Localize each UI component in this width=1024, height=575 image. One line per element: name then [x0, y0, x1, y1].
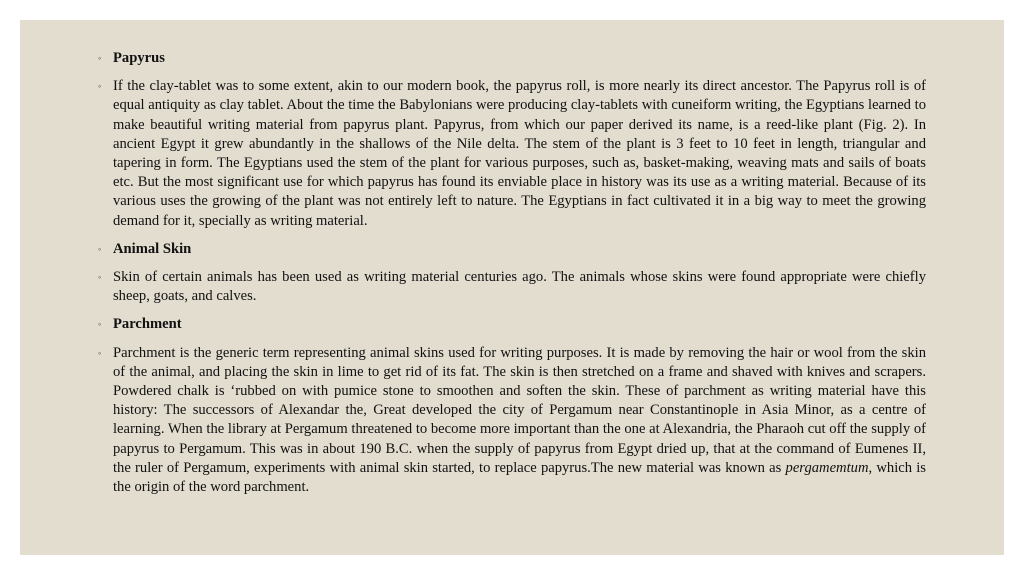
animal-skin-heading — [98, 240, 926, 259]
parchment-paragraph-end: , which is the origin of the word parchment. — [113, 459, 926, 496]
parchment-heading-text: Parchment — [113, 316, 182, 333]
animal-skin-heading-text: Animal Skin — [113, 240, 192, 257]
bullet-icon: ◦ — [98, 243, 102, 254]
bullet-icon: ◦ — [98, 81, 102, 92]
papyrus-paragraph-text: If the clay-tablet was to some extent, akin to our modern book, the papyrus roll, is more nearly its direct ancestor. The Papyrus roll is of equal antiquity as clay tablet. About the time the Babylonians were producing clay-tablets with cuneiform writing, the Egyptians learned to make beautiful writing material from papyrus plant. Papyrus, from which our paper derived its name, is a reed-like plant (Fig. 2). In ancient Egypt it grew abundantly in the shallows of the Nile delta. The stem of the plant is 3 feet to 10 feet in length, triangular and tapering in form. The Egyptians used the stem of the plant for various purposes, such as, basket-making, weaving mats and sails of boats etc. But the most significant use for which papyrus has found its enviable place in history was its use as a writing material. Because of its various uses the growing of the plant was not entirely left to nature. The Egyptians in fact cultivated it in a big way to meet the growing demand for it, specially as writing material. — [113, 78, 926, 229]
parchment-paragraph-text: Parchment is the generic term representing animal skins used for writing purposes. It is made by removing the hair or wool from the skin of the animal, and placing the skin in lime to get rid of its fat. The skin is then stretched on a frame and shaved with knives and scrapers. Powdered chalk is ‘rubbed on with pumice stone to smoothen and soften the skin. These of parchment as writing material have this history: The successors of Alexandar the, Great developed the city of Pergamum near Constantinople in Asia Minor, as a centre of learning. When the library at Pergamum threatened to become more important than the one at Alexandria, the Pharaoh cut off the supply of papyrus to Pergamum. This was in about 190 B.C. when the supply of papyrus from Egypt dried up, that at the command of Eumenes II, the ruler of Pergamum, experiments with animal skin started, to replace papyrus.The new material was known as — [113, 344, 926, 476]
parchment-latin-term: pergamemtum — [785, 459, 869, 476]
papyrus-heading-text: Papyrus — [113, 50, 165, 66]
parchment-heading — [98, 315, 926, 334]
bullet-icon: ◦ — [98, 347, 102, 358]
papyrus-heading — [98, 49, 926, 68]
bullet-icon: ◦ — [98, 53, 102, 63]
bullet-icon: ◦ — [98, 272, 102, 283]
papyrus-paragraph — [98, 77, 926, 231]
slide — [20, 20, 1004, 555]
bullet-list — [98, 49, 926, 506]
animal-skin-paragraph-text: Skin of certain animals has been used as writing material centuries ago. The animals whose skins were found appropriate were chiefly sheep, goats, and calves. — [113, 269, 926, 305]
bullet-icon: ◦ — [98, 319, 102, 330]
animal-skin-paragraph — [98, 268, 926, 306]
parchment-paragraph — [98, 344, 926, 498]
